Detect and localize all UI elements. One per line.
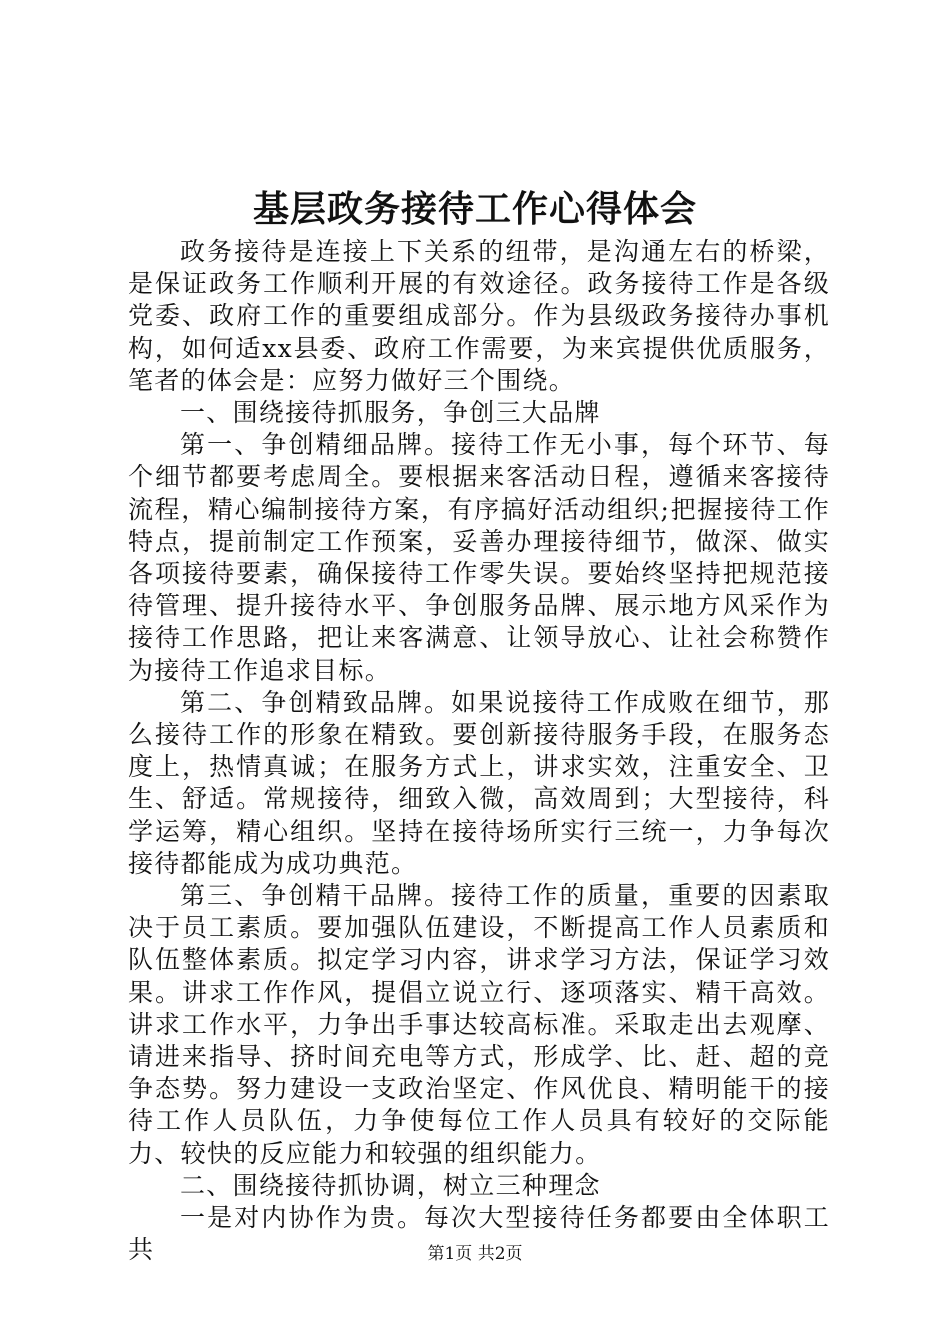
page-footer: 第1页 共2页 xyxy=(427,1244,523,1264)
section-heading-2: 二、围绕接待抓协调，树立三种理念 xyxy=(180,1170,601,1200)
document-title: 基层政务接待工作心得体会 xyxy=(252,188,697,230)
document-body xyxy=(128,236,830,1267)
paragraph-brand-2: 第二、争创精致品牌。如果说接待工作成败在细节，那么接待工作的形象在精致。要创新接待服务手段，在服务态度上，热情真诚；在服务方式上，讲求实效，注重安全、卫生、舒适。常规接待，细致入微，高效周到；大型接待，科学运筹，精心组织。坚持在接待场所实行三统一，力争每次接待都能成为成功典范。 xyxy=(128,687,830,878)
paragraph-intro: 政务接待是连接上下关系的纽带，是沟通左右的桥梁，是保证政务工作顺利开展的有效途径。政务接待工作是各级党委、政府工作的重要组成部分。作为县级政务接待办事机构，如何适xx县委、政府工作需要，为来宾提供优质服务，笔者的体会是：应努力做好三个围绕。 xyxy=(128,237,830,395)
section-heading-1: 一、围绕接待抓服务，争创三大品牌 xyxy=(180,398,601,428)
paragraph-brand-1: 第一、争创精细品牌。接待工作无小事，每个环节、每个细节都要考虑周全。要根据来客活动日程，遵循来客接待流程，精心编制接待方案，有序搞好活动组织;把握接待工作特点，提前制定工作预案，妥善办理接待细节，做深、做实各项接待要素，确保接待工作零失误。要始终坚持把规范接待管理、提升接待水平、争创服务品牌、展示地方风采作为接待工作思路，把让来客满意、让领导放心、让社会称赞作为接待工作追求目标。 xyxy=(128,430,830,685)
paragraph-brand-3: 第三、争创精干品牌。接待工作的质量，重要的因素取决于员工素质。要加强队伍建设，不断提高工作人员素质和队伍整体素质。拟定学习内容，讲求学习方法，保证学习效果。讲求工作作风，提倡立说立行、逐项落实、精干高效。讲求工作水平，力争出手事达较高标准。采取走出去观摩、请进来指导、挤时间充电等方式，形成学、比、赶、超的竞争态势。努力建设一支政治坚定、作风优良、精明能干的接待工作人员队伍，力争使每位工作人员具有较好的交际能力、较快的反应能力和较强的组织能力。 xyxy=(128,881,830,1168)
paragraph-concept-1: 一是对内协作为贵。每次大型接待任务都要由全体职工共 xyxy=(128,1203,830,1265)
